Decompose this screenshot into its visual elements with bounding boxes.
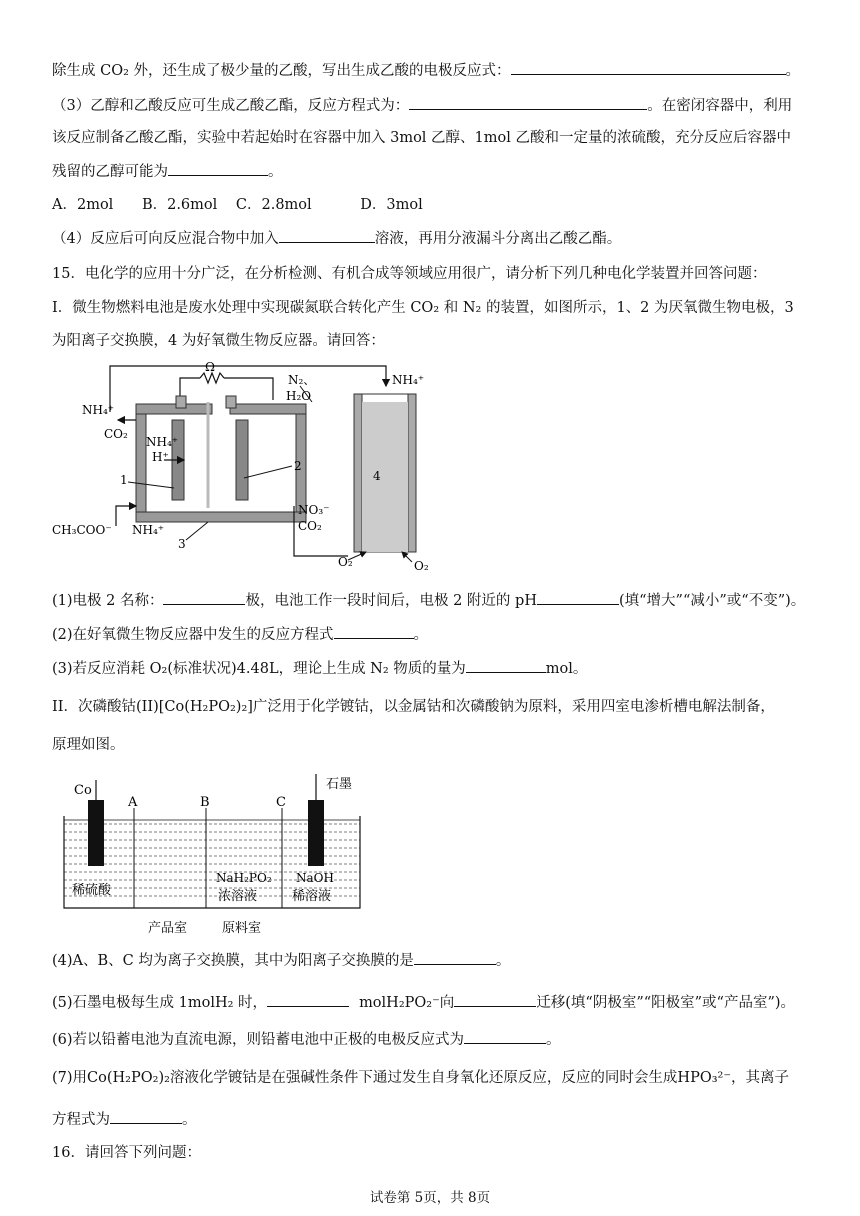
product-room-label: 产品室 — [148, 921, 188, 936]
conc-solution-label: 浓溶液 — [218, 889, 258, 904]
text-line: 方程式为 。 — [52, 1109, 197, 1130]
dilute-solution-label: 稀溶液 — [292, 889, 332, 904]
graphite-label: 石墨 — [326, 777, 353, 792]
text-line: (3)若反应消耗 O₂(标准状况)4.48L，理论上生成 N₂ 物质的量为 mol。 — [52, 658, 587, 679]
text-line: 该反应制备乙酸乙酯，实验中若起始时在容器中加入 3mol 乙醇、1mol 乙酸和一定量的浓硫酸，充分反应后容器中 — [52, 130, 792, 146]
o2-right-label: O₂ — [414, 559, 429, 573]
text-line: (5)石墨电极每生成 1molH₂ 时， molH₂PO₂⁻向 迁移(填“阴极室”“阳极室”或“产品室”)。 — [52, 992, 795, 1013]
membrane-c-label: C — [276, 795, 286, 810]
co2-left-label: CO₂ — [104, 427, 128, 441]
answer-blank[interactable] — [334, 624, 414, 639]
text-line: 除生成 CO₂ 外，还生成了极少量的乙酸，写出生成乙酸的电极反应式： 。 — [52, 60, 800, 81]
text-line: (4)A、B、C 均为离子交换膜，其中为阳离子交换膜的是 。 — [52, 950, 510, 971]
text-line: （3）乙醇和乙酸反应可生成乙酸乙酯，反应方程式为： 。在密闭容器中，利用 — [52, 95, 792, 116]
formula-co-h2po2-2: Co(H₂PO₂)₂ — [87, 1070, 170, 1086]
text-line: (6)若以铅蓄电池为直流电源，则铅蓄电池中正极的电极反应式为 。 — [52, 1029, 561, 1050]
answer-blank[interactable] — [267, 992, 349, 1007]
text-line: Ⅰ．微生物燃料电池是废水处理中实现碳氮联合转化产生 CO₂ 和 N₂ 的装置，如图所示，1、2 为厌氧微生物电极，3 — [52, 300, 794, 316]
text-line: 残留的乙醇可能为 。 — [52, 161, 283, 182]
text-line: 为阳离子交换膜，4 为好氧微生物反应器。请回答： — [52, 333, 385, 349]
page-footer: 试卷第 5页，共 8页 — [369, 1190, 491, 1206]
formula-co-h2po2: [Co(H₂PO₂)₂] — [158, 699, 253, 715]
membrane-a-label: A — [128, 795, 138, 810]
o2-left-label: O₂ — [338, 555, 353, 569]
ohm-label: Ω — [205, 360, 215, 374]
membrane-b-label: B — [200, 795, 210, 810]
co2-right-label: CO₂ — [298, 519, 322, 533]
options-line — [52, 195, 423, 215]
answer-blank[interactable] — [464, 1029, 546, 1044]
answer-blank[interactable] — [466, 658, 546, 673]
electrode-1-label: 1 — [120, 473, 128, 487]
answer-blank[interactable] — [409, 95, 647, 110]
option-c[interactable]: C．2.8mol — [235, 197, 312, 213]
nh4-inner-label: NH₄⁺ — [146, 435, 179, 449]
n2-label: N₂、 — [288, 373, 316, 387]
reactor-4-label: 4 — [373, 469, 381, 483]
electrode-2-label: 2 — [294, 459, 302, 473]
nh4-bottom-label: NH₄⁺ — [132, 523, 165, 537]
formula-hpo3: HPO₃²⁻ — [677, 1070, 731, 1086]
raw-room-label: 原料室 — [222, 921, 262, 936]
fuel-cell-diagram — [48, 356, 448, 578]
dilute-acid-label: 稀硫酸 — [72, 883, 112, 898]
option-b[interactable]: B．2.6mol — [141, 197, 218, 213]
text-line: (1)电极 2 名称： 极，电池工作一段时间后，电极 2 附近的 pH (填“增大”“减小”或“不变”)。 — [52, 590, 805, 611]
text-line: （4）反应后可向反应混合物中加入 溶液，再用分液漏斗分离出乙酸乙酯。 — [52, 228, 621, 249]
nah2po2-label: NaH₂PO₂ — [216, 871, 272, 885]
answer-blank[interactable] — [511, 60, 786, 75]
nh4-left-label: NH₄⁺ — [82, 403, 115, 417]
answer-blank[interactable] — [454, 992, 536, 1007]
naoh-label: NaOH — [296, 871, 334, 885]
answer-blank[interactable] — [163, 590, 245, 605]
text-line: (7)用Co(H₂PO₂)₂溶液化学镀钴是在强碱性条件下通过发生自身氧化还原反应，反应的同时会生成HPO₃²⁻，其离子 — [52, 1070, 789, 1086]
answer-blank[interactable] — [279, 228, 375, 243]
electrodialysis-diagram — [60, 770, 370, 936]
h-inner-label: H⁺ — [152, 450, 169, 464]
ch3coo-label: CH₃COO⁻ — [52, 523, 112, 537]
co-electrode-label: Co — [74, 783, 92, 798]
question-heading: 15．电化学的应用十分广泛，在分析检测、有机合成等领域应用很广，请分析下列几种电化学装置并回答问题： — [52, 266, 767, 282]
answer-blank[interactable] — [414, 950, 496, 965]
no3-label: NO₃⁻ — [298, 503, 330, 517]
membrane-3-label: 3 — [178, 537, 186, 551]
text-line: (2)在好氧微生物反应器中发生的反应方程式 。 — [52, 624, 428, 645]
option-d[interactable]: D．3mol — [360, 197, 423, 213]
answer-blank[interactable] — [110, 1109, 182, 1124]
answer-blank[interactable] — [168, 161, 268, 176]
text-line: II．次磷酸钴(II)[Co(H₂PO₂)₂]广泛用于化学镀钴，以金属钴和次磷酸钠为原料，采用四室电渗析槽电解法制备， — [52, 699, 775, 715]
answer-blank[interactable] — [537, 590, 619, 605]
nh4-top-label: NH₄⁺ — [392, 373, 425, 387]
h2o-label: H₂O — [286, 389, 312, 403]
option-a[interactable]: A．2mol — [52, 197, 114, 213]
text-line: 原理如图。 — [52, 737, 125, 753]
question-heading: 16．请回答下列问题： — [52, 1145, 201, 1161]
